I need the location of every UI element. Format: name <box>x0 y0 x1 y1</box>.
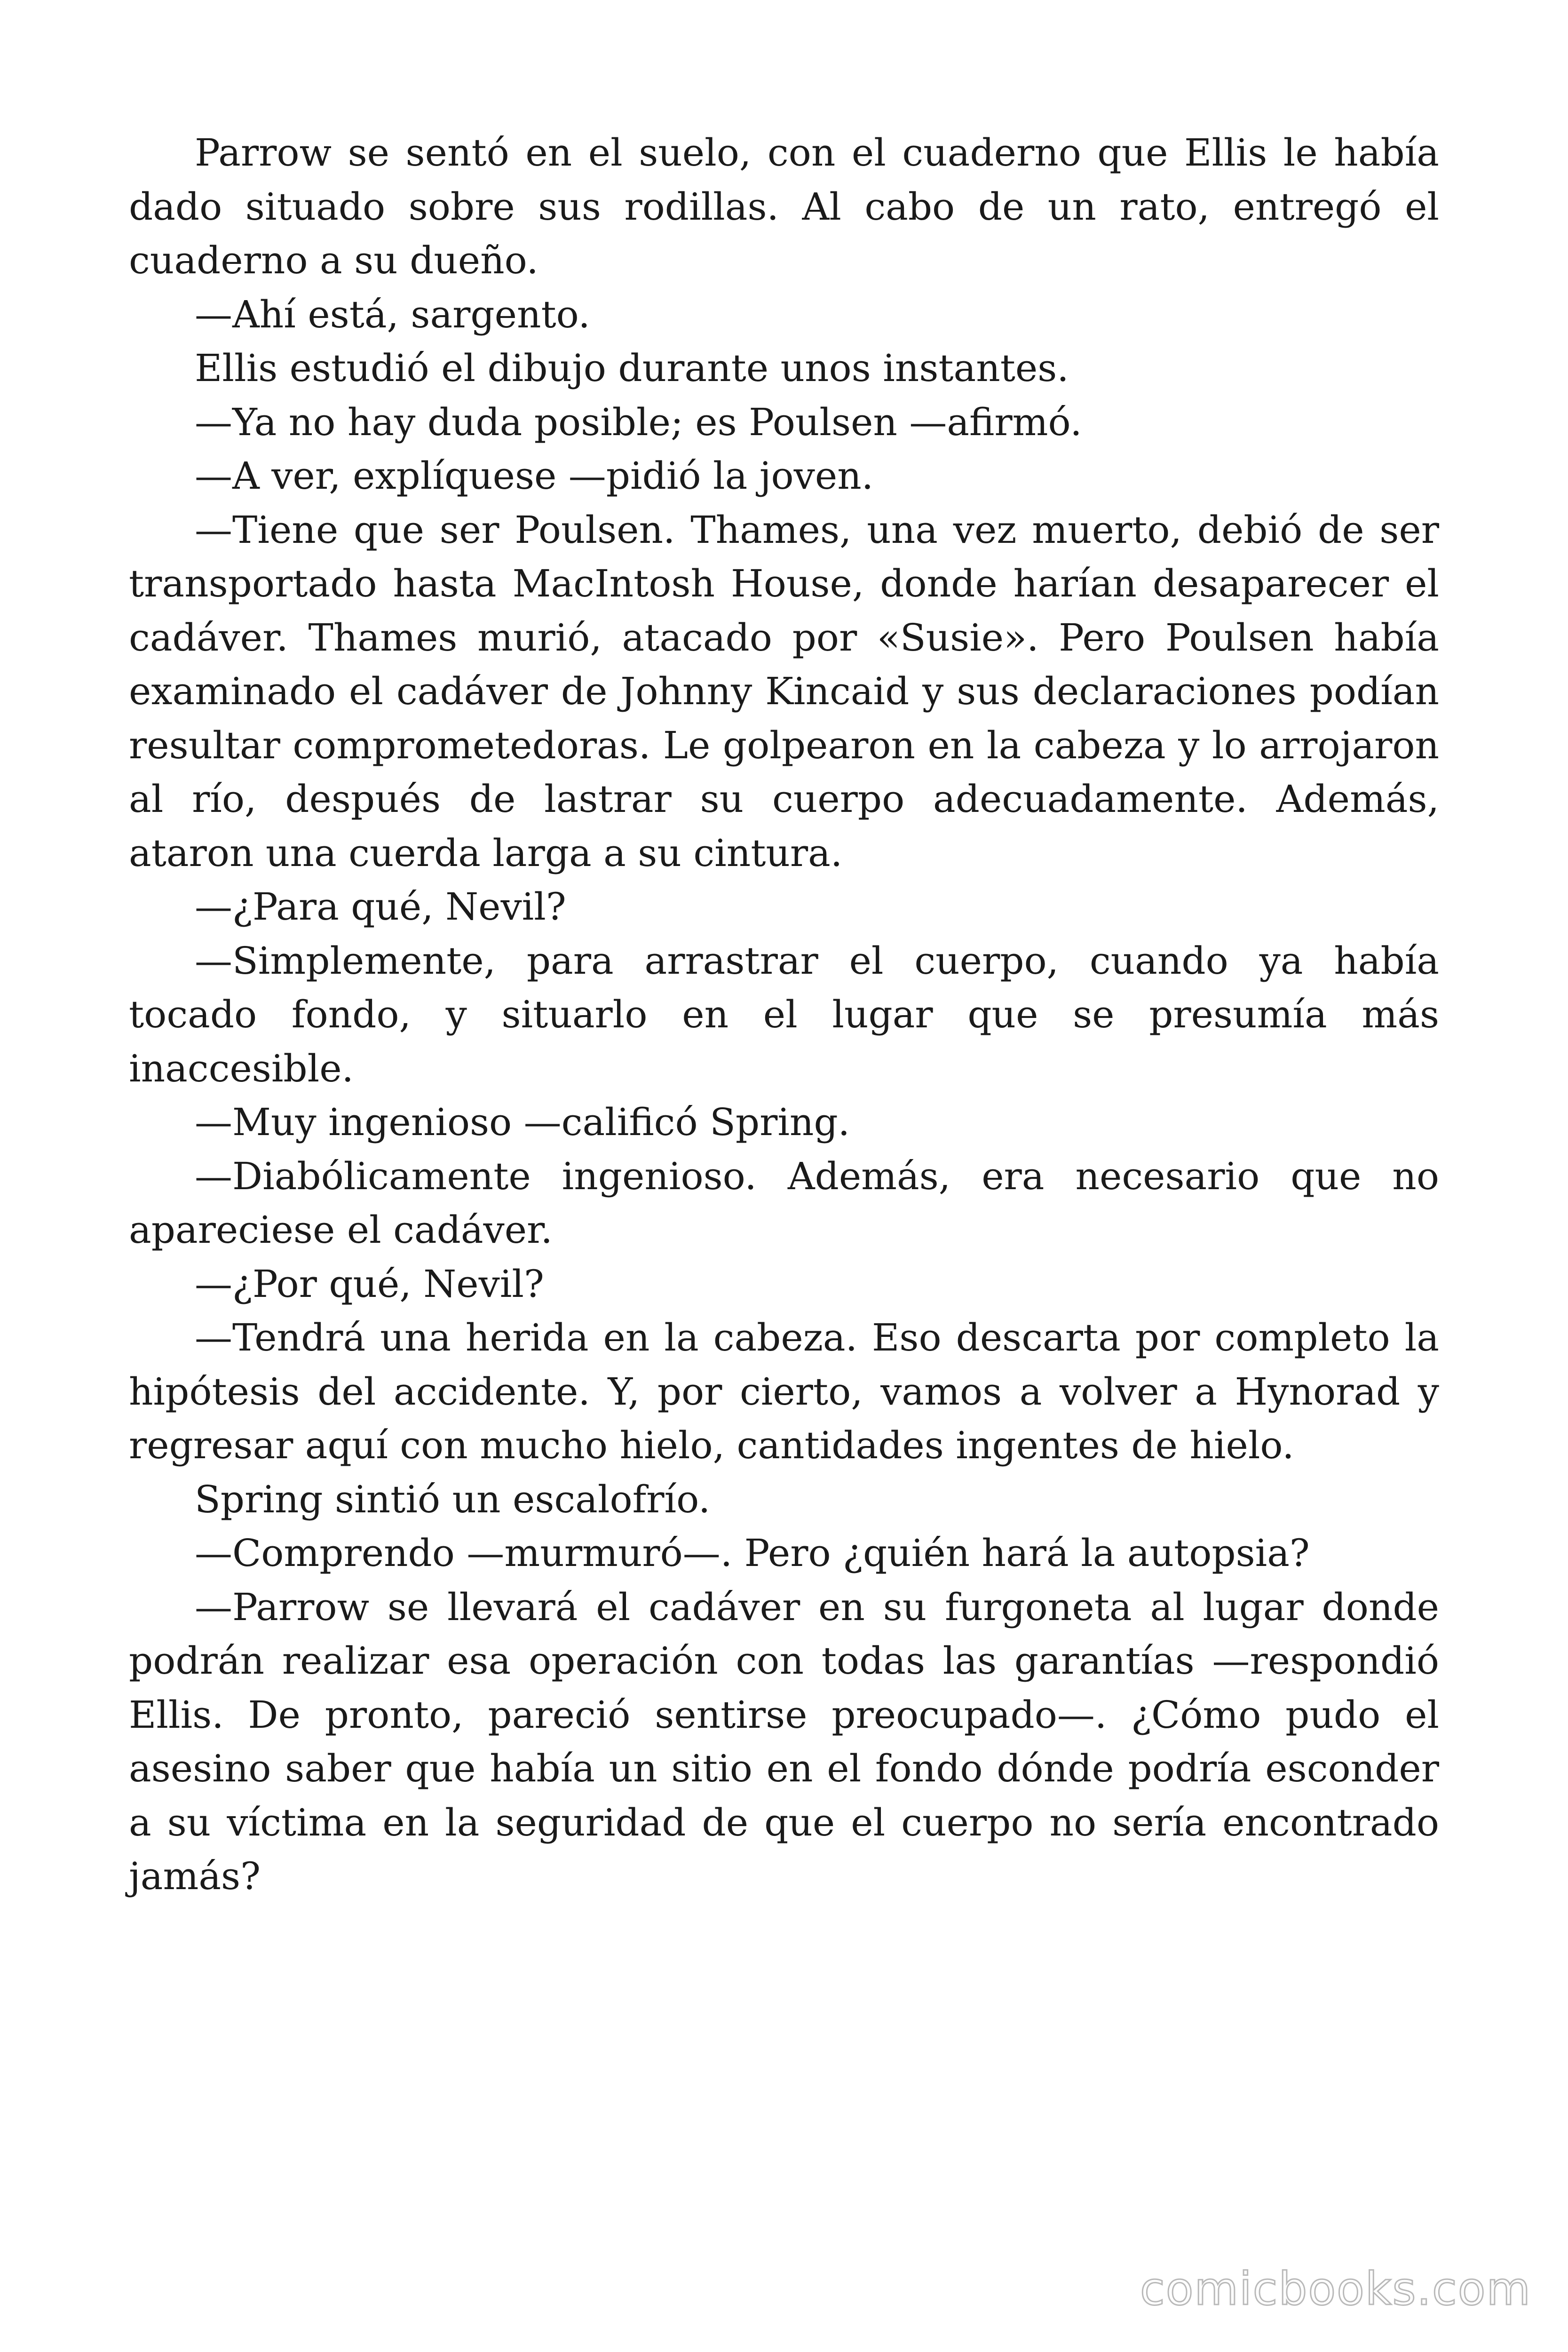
paragraph: —¿Por qué, Nevil? <box>195 1262 544 1306</box>
paragraph: —Ahí está, sargento. <box>195 292 590 336</box>
paragraph: Parrow se sentó en el suelo, con el cuaderno que Ellis le había dado situado sobre sus rodillas. Al cabo de un rato, entregó el cuaderno a su dueño. <box>129 131 1439 282</box>
paragraph: —Ya no hay duda posible; es Poulsen —afirmó. <box>195 400 1082 444</box>
paragraph: —Tendrá una herida en la cabeza. Eso descarta por completo la hipótesis del accidente. Y, por cierto, vamos a volver a Hynorad y regresar aquí con mucho hielo, cantidades ingentes de hielo. <box>129 1316 1439 1467</box>
paragraph: Ellis estudió el dibujo durante unos instantes. <box>195 346 1069 390</box>
paragraph: —Tiene que ser Poulsen. Thames, una vez muerto, debió de ser transportado hasta MacIntosh House, donde harían desaparecer el cadáver. Thames murió, atacado por «Susie». Pero Poulsen había examinado el cadáver de Johnny Kincaid y sus declaraciones podían resultar comprometedoras. Le golpearon en la cabeza y lo arrojaron al río, después de lastrar su cuerpo adecuadamente. Además, ataron una cuerda larga a su cintura. <box>129 508 1439 875</box>
paragraph: —Muy ingenioso —calificó Spring. <box>195 1100 850 1144</box>
paragraph: —A ver, explíquese —pidió la joven. <box>195 454 874 498</box>
watermark: comicbooks.com <box>1140 2263 1531 2315</box>
page-text <box>129 126 1439 1904</box>
paragraph: —Parrow se llevará el cadáver en su furgoneta al lugar donde podrán realizar esa operación con todas las garantías —respondió Ellis. De pronto, pareció sentirse preocupado—. ¿Cómo pudo el asesino saber que había un sitio en el fondo dónde podría esconder a su víctima en la seguridad de que el cuerpo no sería encontrado jamás? <box>129 1585 1439 1898</box>
paragraph: —Simplemente, para arrastrar el cuerpo, cuando ya había tocado fondo, y situarlo en el lugar que se presumía más inaccesible. <box>129 938 1439 1090</box>
paragraph: Spring sintió un escalofrío. <box>195 1477 711 1521</box>
paragraph: —Diabólicamente ingenioso. Además, era necesario que no apareciese el cadáver. <box>129 1154 1439 1252</box>
paragraph: —Comprendo —murmuró—. Pero ¿quién hará la autopsia? <box>195 1531 1310 1575</box>
paragraph: —¿Para qué, Nevil? <box>195 885 566 929</box>
